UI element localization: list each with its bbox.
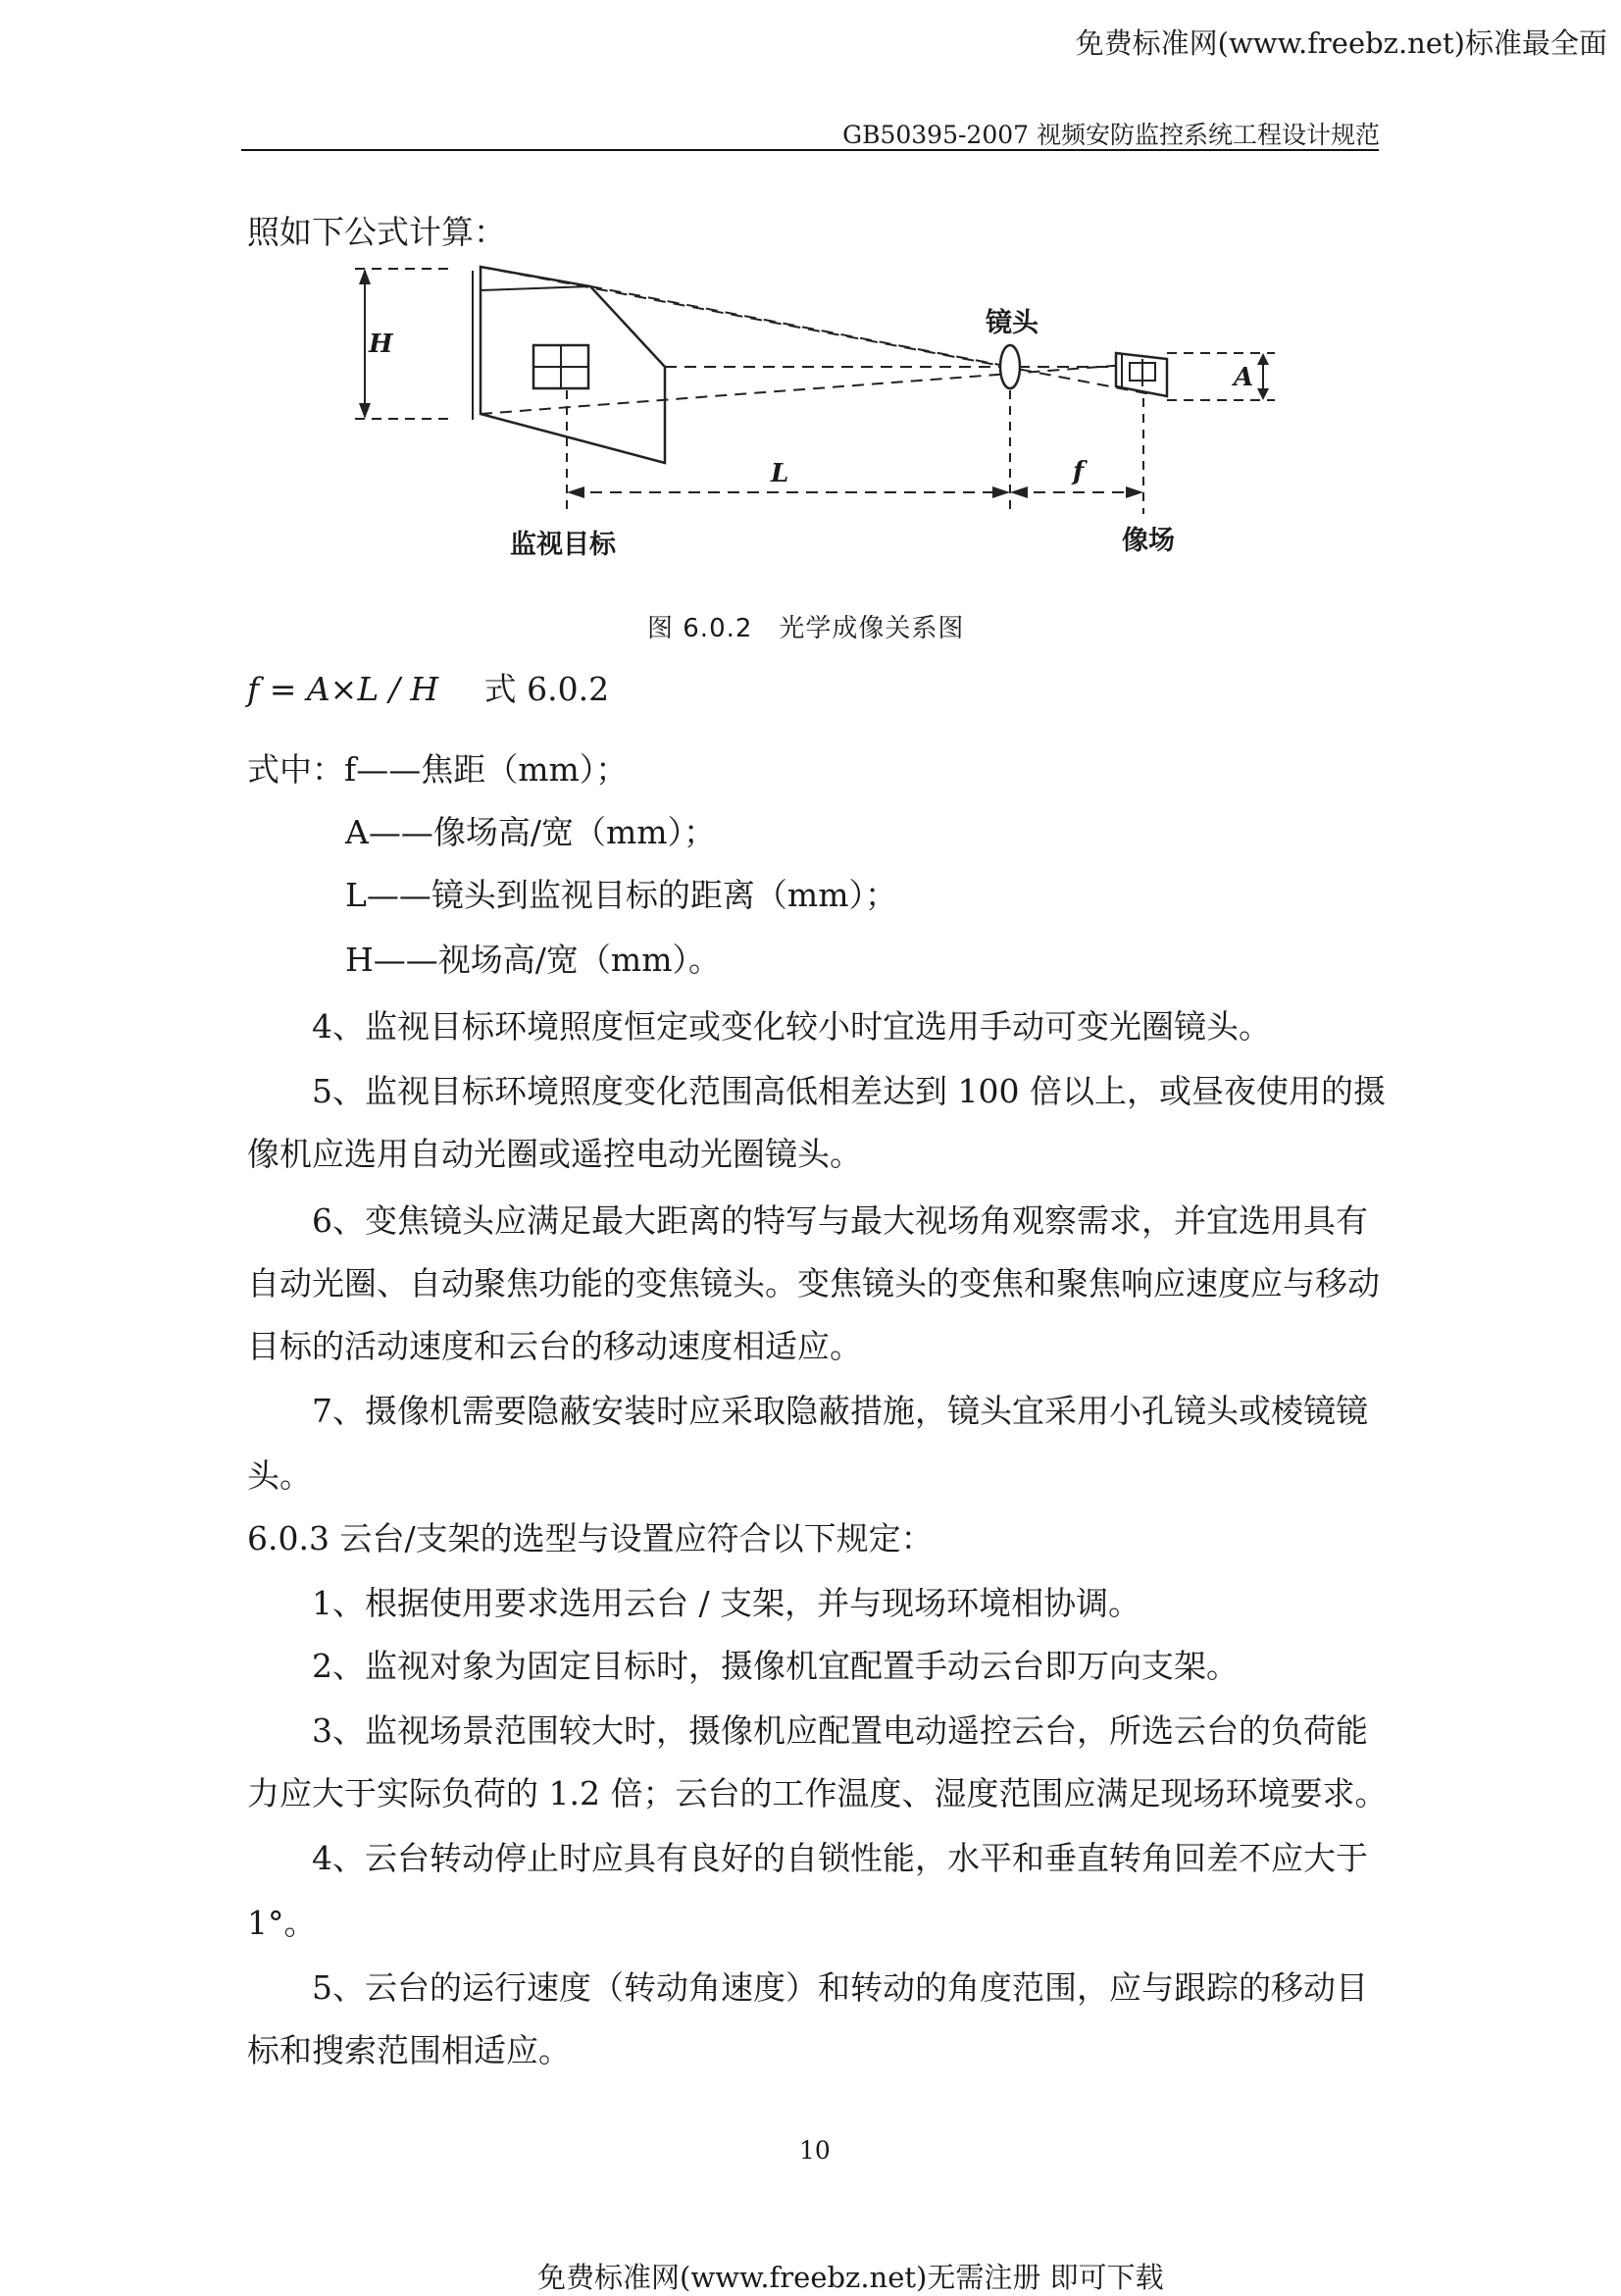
page-number: 10 [799,2136,831,2165]
item-5-line-1: 5、云台的运行速度（转动角速度）和转动的角度范围，应与跟踪的移动目 [312,1968,1368,2007]
diagram-var-A: A [1234,363,1254,392]
label-target: 监视目标 [510,530,616,560]
clause-4: 4、监视目标环境照度恒定或变化较小时宜选用手动可变光圈镜头。 [312,1007,1271,1046]
diagram-var-L: L [771,459,789,488]
label-image-field: 像场 [1122,526,1175,556]
header-rule [241,149,1379,151]
label-lens: 镜头 [986,308,1038,338]
running-header: GB50395-2007 视频安防监控系统工程设计规范 [842,121,1380,149]
definition-A: A——像场高/宽（mm）； [345,813,717,851]
formula-expression: f = A×L / H [247,670,439,708]
clause-6-line-3: 目标的活动速度和云台的移动速度相适应。 [247,1327,862,1365]
formula-label: 式 6.0.2 [483,670,610,708]
optical-imaging-diagram [333,257,1314,571]
figure-caption: 图 6.0.2 光学成像关系图 [647,614,965,643]
watermark-bottom: 免费标准网(www.freebz.net)无需注册 即可下载 [537,2261,1164,2294]
intro-text: 照如下公式计算： [247,213,506,251]
section-6-0-3-heading: 6.0.3 云台/支架的选型与设置应符合以下规定： [247,1519,934,1557]
watermark-top: 免费标准网(www.freebz.net)标准最全面 [1075,26,1607,60]
item-1: 1、根据使用要求选用云台 / 支架，并与现场环境相协调。 [312,1584,1141,1622]
definition-H: H——视场高/宽（mm）。 [345,941,721,979]
item-4-line-1: 4、云台转动停止时应具有良好的自锁性能，水平和垂直转角回差不应大于 [312,1839,1368,1877]
item-3-line-2: 力应大于实际负荷的 1.2 倍；云台的工作温度、湿度范围应满足现场环境要求。 [247,1774,1388,1812]
definition-f: 式中：f——焦距（mm）； [247,750,629,789]
item-2: 2、监视对象为固定目标时，摄像机宜配置手动云台即万向支架。 [312,1647,1239,1685]
item-3-line-1: 3、监视场景范围较大时，摄像机应配置电动遥控云台，所选云台的负荷能 [312,1711,1368,1750]
diagram-var-H: H [369,330,393,359]
clause-7-line-2: 头。 [247,1456,312,1495]
clause-6-line-1: 6、变焦镜头应满足最大距离的特写与最大视场角观察需求，并宜选用具有 [312,1201,1368,1240]
diagram-var-f: f [1073,457,1085,486]
clause-5-line-1: 5、监视目标环境照度变化范围高低相差达到 100 倍以上，或昼夜使用的摄 [312,1072,1386,1110]
clause-6-line-2: 自动光圈、自动聚焦功能的变焦镜头。变焦镜头的变焦和聚焦响应速度应与移动 [247,1264,1380,1302]
definition-L: L——镜头到监视目标的距离（mm）； [345,876,897,914]
clause-5-line-2: 像机应选用自动光圈或遥控电动光圈镜头。 [247,1135,862,1173]
diagram-drawing [333,257,1314,571]
clause-7-line-1: 7、摄像机需要隐蔽安装时应采取隐蔽措施，镜头宜采用小孔镜头或棱镜镜 [312,1392,1368,1430]
formula [247,670,610,708]
item-5-line-2: 标和搜索范围相适应。 [247,2031,571,2069]
item-4-line-2: 1°。 [247,1904,317,1942]
